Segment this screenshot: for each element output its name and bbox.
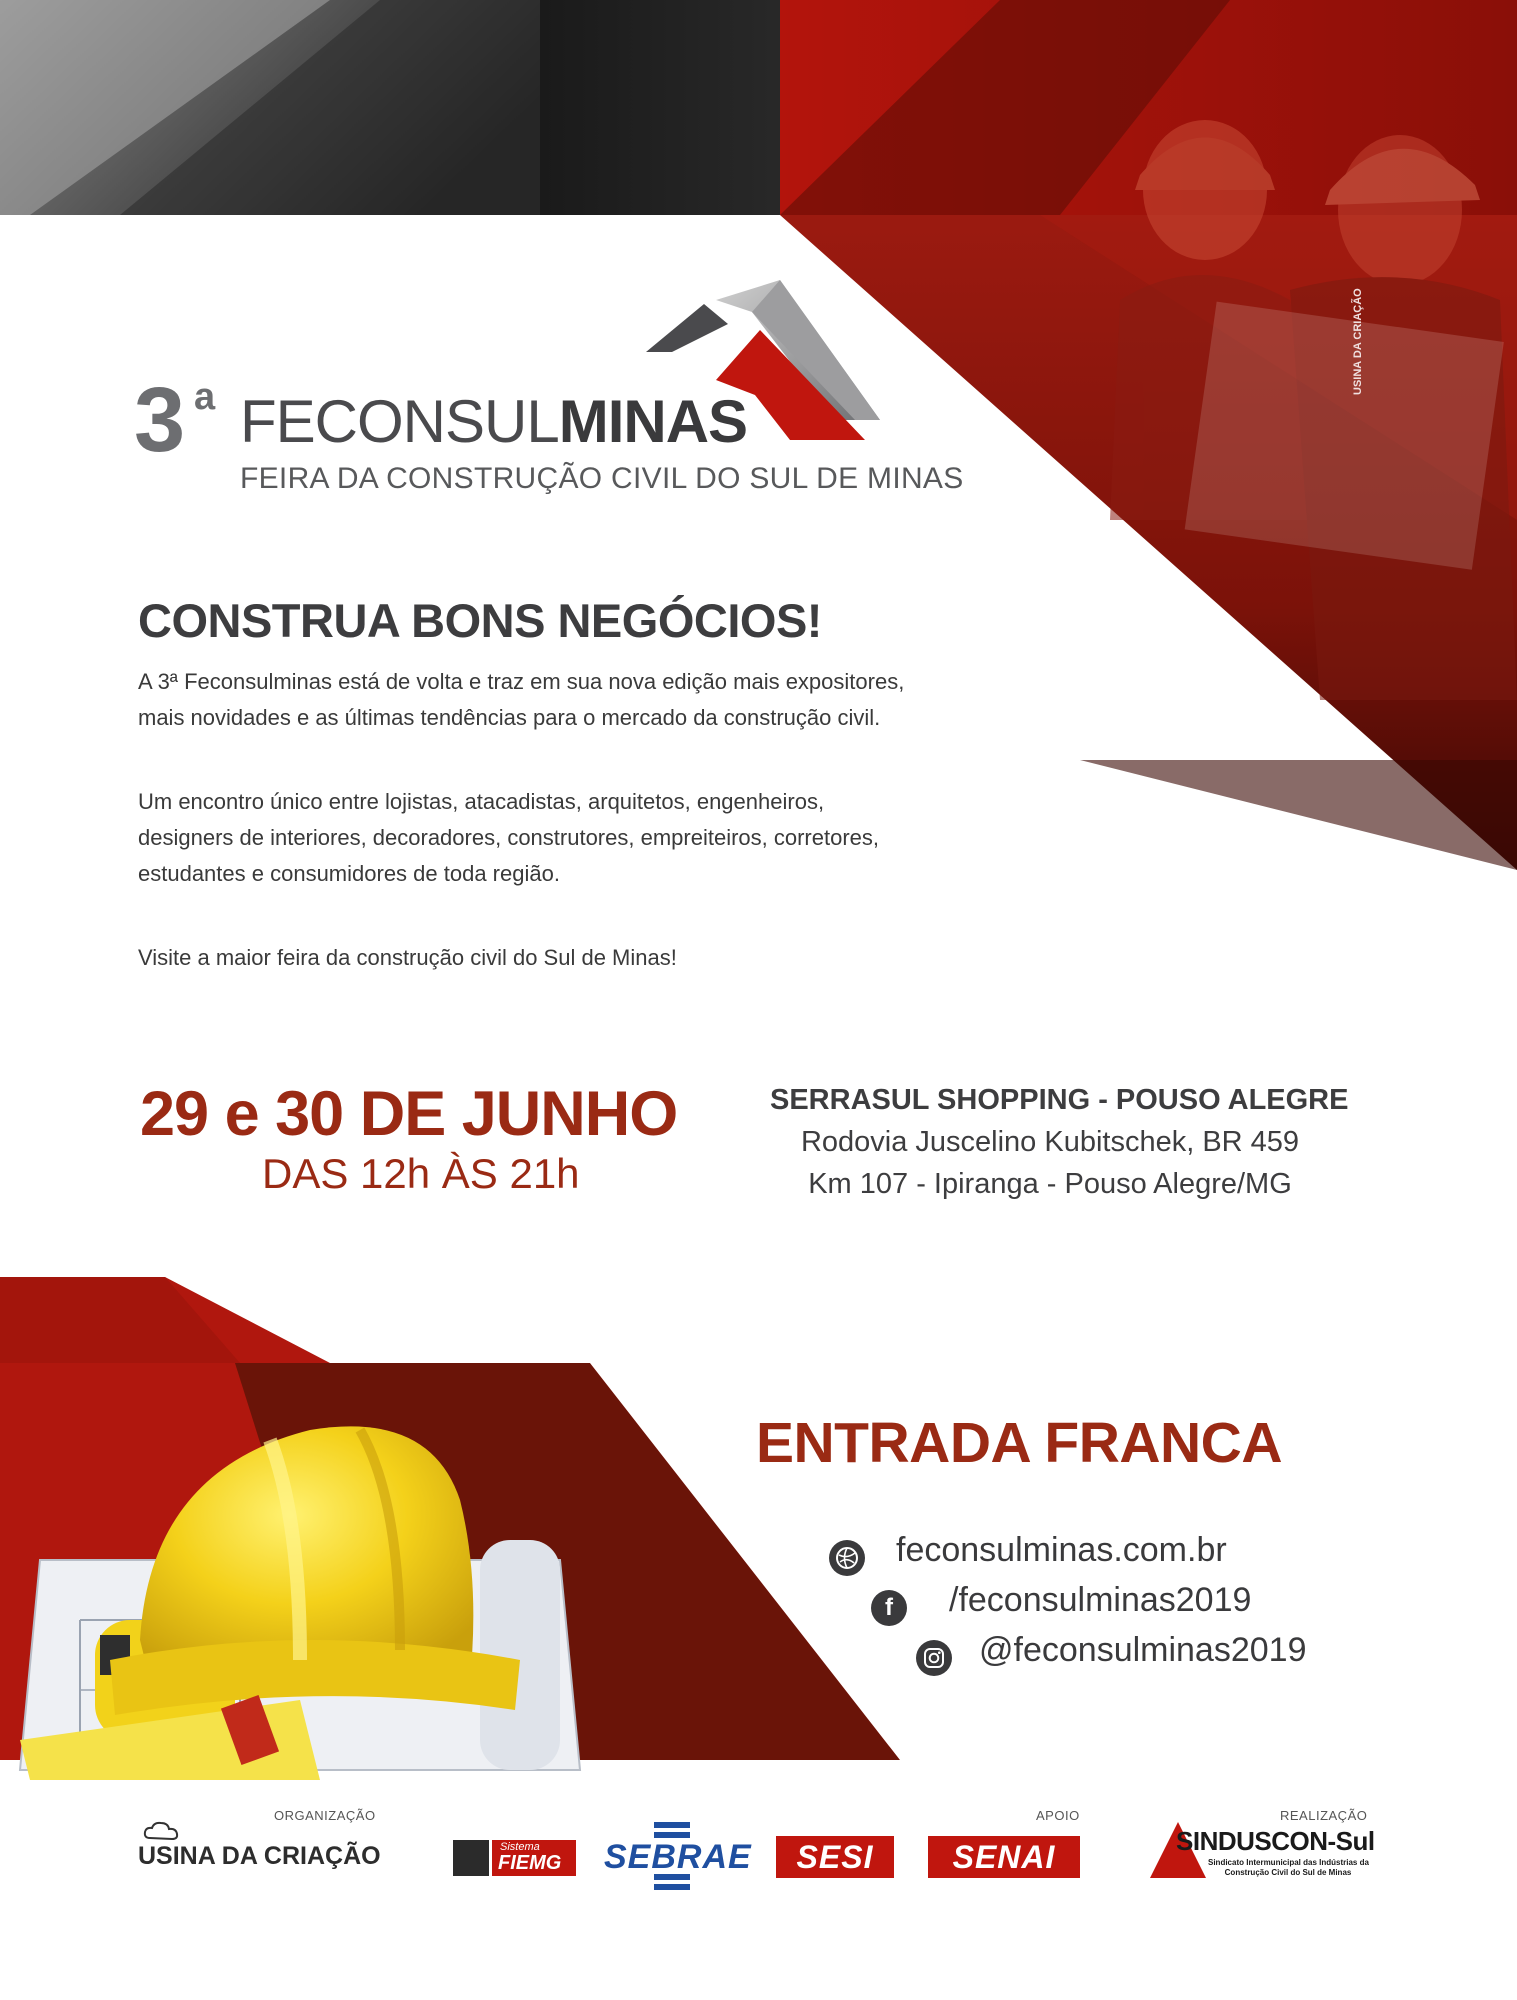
logo-subtitle: FEIRA DA CONSTRUÇÃO CIVIL DO SUL DE MINAS [240, 462, 964, 495]
senai-logo [928, 1836, 1080, 1878]
fiemg-emblem [453, 1840, 489, 1876]
organizacao-logo: USINA DA CRIAÇÃO [138, 1842, 381, 1870]
sesi-logo [776, 1836, 894, 1878]
headline: CONSTRUA BONS NEGÓCIOS! [138, 594, 822, 647]
fiemg-top-text: Sistema [500, 1841, 540, 1853]
logo-brand-part2: MINAS [558, 388, 748, 455]
logo-brand-part1: FECONSUL [240, 388, 559, 455]
body-paragraph-2-line-2: designers de interiores, decoradores, construtores, empreiteiros, corretores, [138, 825, 880, 850]
body-paragraph-2-line-1: Um encontro único entre lojistas, atacadistas, arquitetos, engenheiros, [138, 789, 825, 814]
apoio-label: APOIO [1036, 1808, 1080, 1823]
instagram-icon [916, 1640, 952, 1676]
fiemg-logo [492, 1840, 576, 1876]
fiemg-main-text: FIEMG [498, 1852, 562, 1874]
sinduscon-desc-line-1: Sindicato Intermunicipal das Indústrias da [1208, 1858, 1369, 1867]
body-paragraph-2-line-3: estudantes e consumidores de toda região. [138, 861, 560, 886]
event-date: 29 e 30 DE JUNHO [140, 1079, 678, 1149]
body-paragraph-1-line-1: A 3ª Feconsulminas está de volta e traz em sua nova edição mais expositores, [138, 669, 905, 694]
body-paragraph-3: Visite a maior feira da construção civil do Sul de Minas! [138, 945, 677, 970]
realizacao-label: REALIZAÇÃO [1280, 1808, 1368, 1823]
sinduscon-logo: SINDUSCON-Sul [1176, 1826, 1375, 1856]
venue-name: SERRASUL SHOPPING - POUSO ALEGRE [770, 1084, 1349, 1116]
photo-credit: USINA DA CRIAÇÃO [1352, 288, 1364, 395]
facebook-icon: f [871, 1590, 907, 1626]
website-link[interactable]: feconsulminas.com.br [896, 1531, 1227, 1569]
senai-text: SENAI [952, 1839, 1056, 1875]
sebrae-logo: SEBRAE [604, 1838, 752, 1876]
venue-address-line-1: Rodovia Juscelino Kubitschek, BR 459 [800, 1126, 1300, 1158]
instagram-link[interactable]: @feconsulminas2019 [979, 1631, 1307, 1669]
sinduscon-desc-line-2: Construção Civil do Sul de Minas [1224, 1868, 1352, 1877]
organizacao-label: ORGANIZAÇÃO [274, 1808, 376, 1823]
globe-icon [829, 1540, 865, 1576]
facebook-link[interactable]: /feconsulminas2019 [949, 1581, 1252, 1619]
body-paragraph-1-line-2: mais novidades e as últimas tendências para o mercado da construção civil. [138, 705, 881, 730]
event-time: DAS 12h ÀS 21h [262, 1150, 580, 1197]
logo-brand [240, 388, 748, 455]
logo-edition-number: 3 [134, 369, 184, 471]
logo-edition-suffix: a [194, 376, 216, 418]
venue-address-line-2: Km 107 - Ipiranga - Pouso Alegre/MG [808, 1168, 1292, 1200]
sesi-text: SESI [796, 1839, 874, 1875]
free-entry-text: ENTRADA FRANCA [756, 1411, 1283, 1475]
